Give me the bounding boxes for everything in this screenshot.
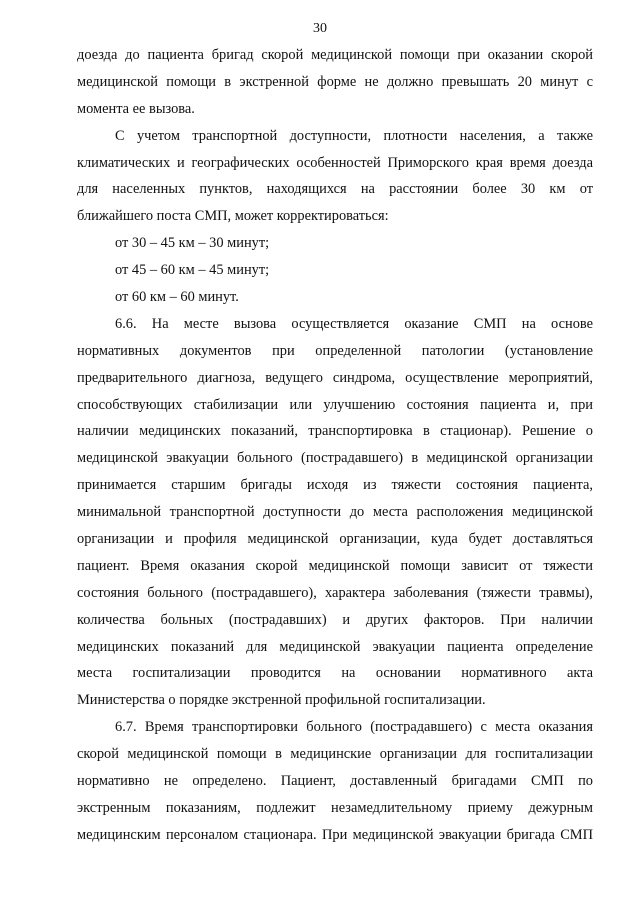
text-line: способствующих стабилизации или улучшению состояния пациента и, при	[77, 396, 593, 413]
text-line: скорой медицинской помощи в медицинские организации для госпитализации	[77, 746, 593, 763]
text-line: момента ее вызова.	[77, 100, 195, 117]
list-item: от 60 км – 60 минут.	[115, 289, 239, 306]
text-line: пациент. Время оказания скорой медицинской помощи зависит от тяжести	[77, 557, 593, 574]
page-number: 30	[313, 21, 327, 36]
text-line: медицинских показаний для медицинской эвакуации пациента определение	[77, 638, 593, 655]
text-line: доезда до пациента бригад скорой медицинской помощи при оказании скорой	[77, 47, 593, 63]
text-line: предварительного диагноза, ведущего синдрома, осуществление мероприятий,	[77, 369, 593, 386]
text-line: Министерства о порядке экстренной профильной госпитализации.	[77, 692, 486, 709]
text-line: для населенных пунктов, находящихся на расстоянии более 30 км от	[77, 181, 593, 198]
text-line: состояния больного (пострадавшего), характера заболевания (тяжести травмы),	[77, 584, 593, 601]
text-line: медицинским персоналом стационара. При медицинской эвакуации бригада СМП	[77, 826, 593, 843]
list-item: от 30 – 45 км – 30 минут;	[115, 235, 270, 252]
list-item: от 45 – 60 км – 45 минут;	[115, 262, 270, 279]
document-body	[77, 42, 593, 849]
text-line: нормативно не определено. Пациент, доставленный бригадами СМП по	[77, 773, 593, 790]
text-line: климатических и географических особенностей Приморского края время доезда	[77, 154, 593, 171]
text-line: принимается старшим бригады исходя из тяжести состояния пациента,	[77, 477, 593, 494]
text-line: количества больных (пострадавших) и других факторов. При наличии	[77, 611, 593, 628]
text-line: минимальной транспортной доступности до места расположения медицинской	[77, 504, 593, 521]
text-line: экстренным показаниям, подлежит незамедлительному приему дежурным	[77, 799, 593, 816]
text-line: медицинской помощи в экстренной форме не должно превышать 20 минут с	[77, 73, 593, 90]
text-line: нормативных документов при определенной патологии (установление	[77, 342, 593, 359]
text-line: наличии медицинских показаний, транспортировка в стационар). Решение о	[77, 423, 593, 440]
text-line: С учетом транспортной доступности, плотности населения, а также	[115, 127, 593, 144]
text-line: места госпитализации проводится на основании нормативного акта	[77, 665, 593, 682]
text-line: организации и профиля медицинской организации, куда будет доставляться	[77, 531, 593, 548]
text-line: медицинской эвакуации больного (пострадавшего) в медицинской организации	[77, 450, 593, 467]
text-line: 6.6. На месте вызова осуществляется оказание СМП на основе	[115, 315, 593, 332]
text-line: 6.7. Время транспортировки больного (пострадавшего) с места оказания	[115, 719, 593, 736]
text-line: ближайшего поста СМП, может корректироваться:	[77, 208, 389, 225]
